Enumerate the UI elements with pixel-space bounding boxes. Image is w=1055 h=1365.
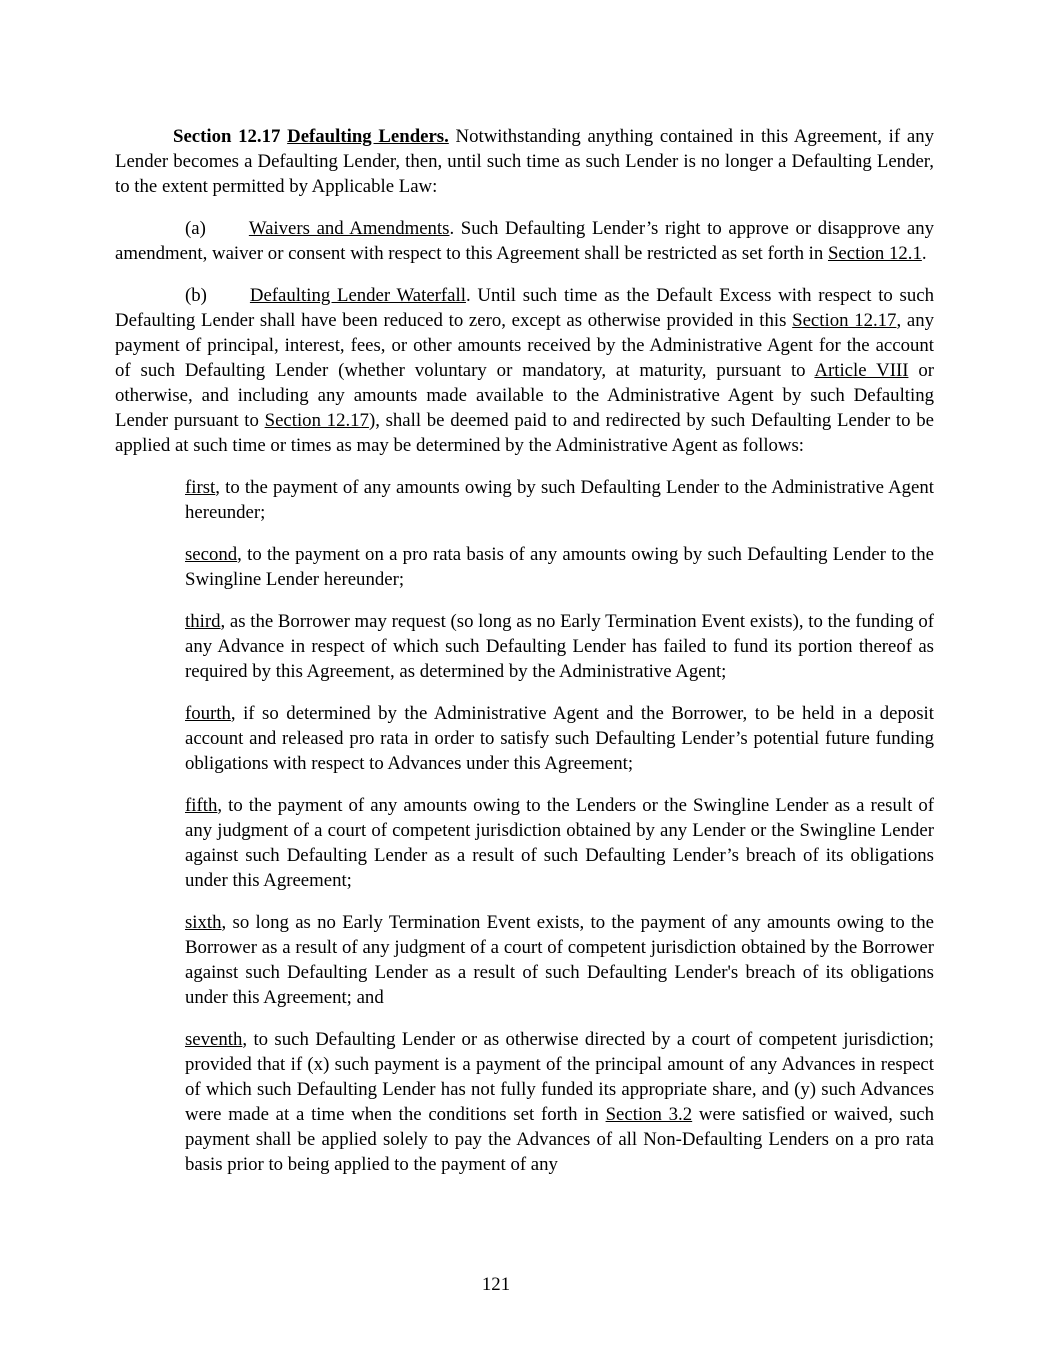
para-a-waivers-and-amendments xyxy=(115,216,934,266)
page-footer xyxy=(0,1272,992,1297)
page-number: 121 xyxy=(481,1274,511,1295)
text-segment: . xyxy=(921,243,927,264)
text-segment: Section 3.2 xyxy=(605,1104,693,1125)
para-section-heading xyxy=(115,124,934,199)
text-segment: fourth xyxy=(185,703,231,724)
text-segment: , if so determined by the Administrative Agent and the Borrower, to be held in a deposit account and released pro rata in order to satisfy such Defaulting Lender’s potential future funding obligations with respect to Advances under this Agreement; xyxy=(185,703,934,774)
list-item-second xyxy=(185,542,934,592)
list-item-first xyxy=(185,475,934,525)
text-segment: second xyxy=(185,544,238,565)
list-item-fourth xyxy=(185,701,934,776)
text-segment: sixth xyxy=(185,912,222,933)
text-segment: , to such Defaulting Lender or as otherwise directed by a court of competent jurisdiction; provided that if (x) such payment is a payment of the principal amount of any Advances in respect of which such Defaulting Lender has not fully funded its appropriate share, and (y) such Advances were made at a time when the conditions set forth in xyxy=(185,1029,934,1125)
text-segment: Section 12.17 xyxy=(792,310,897,331)
document-body xyxy=(115,124,934,1194)
text-segment: . Until such time as the Default Excess with respect to such Defaulting Lender shall have been reduced to zero, except as otherwise provided in this xyxy=(115,285,934,331)
para-b-defaulting-lender-waterfall xyxy=(115,283,934,458)
text-segment: (b) xyxy=(185,285,207,306)
text-segment: seventh xyxy=(185,1029,243,1050)
text-segment: (a) xyxy=(185,218,206,239)
text-segment: Section 12.1 xyxy=(827,243,922,264)
text-segment: third xyxy=(185,611,221,632)
text-segment: , any payment of principal, interest, fees, or other amounts received by the Administrative Agent for the account of such Defaulting Lender (whether voluntary or mandatory, at maturity, pursuant to xyxy=(115,310,934,381)
text-segment: Section 12.17 xyxy=(173,126,288,147)
text-segment: Notwithstanding anything contained in this Agreement, if any Lender becomes a Defaulting Lender, then, until such time as such Lender is no longer a Defaulting Lender, to the extent permitted by Applicable Law: xyxy=(115,126,934,197)
text-segment: , to the payment on a pro rata basis of any amounts owing by such Defaulting Lender to the Swingline Lender hereunder; xyxy=(185,544,934,590)
text-segment: . Such Defaulting Lender’s right to approve or disapprove any amendment, waiver or consent with respect to this Agreement shall be restricted as set forth in xyxy=(115,218,934,264)
text-segment: , to the payment of any amounts owing by such Defaulting Lender to the Administrative Agent hereunder; xyxy=(185,477,934,523)
text-segment: , so long as no Early Termination Event exists, to the payment of any amounts owing to the Borrower as a result of any judgment of a court of competent jurisdiction obtained by the Borrower against such Defaulting Lender as a result of such Defaulting Lender's breach of its obligations under this Agreement; and xyxy=(185,912,934,1008)
text-segment: Defaulting Lenders. xyxy=(287,126,449,147)
text-segment: fifth xyxy=(185,795,218,816)
text-segment: ), shall be deemed paid to and redirected by such Defaulting Lender to be applied at such time or times as may be determined by the Administrative Agent as follows: xyxy=(115,410,934,456)
text-segment: first xyxy=(185,477,216,498)
text-segment: , as the Borrower may request (so long as no Early Termination Event exists), to the funding of any Advance in respect of which such Defaulting Lender has failed to fund its portion thereof as required by this Agreement, as determined by the Administrative Agent; xyxy=(185,611,934,682)
text-segment: were satisfied or waived, such payment shall be applied solely to pay the Advances of all Non-Defaulting Lenders on a pro rata basis prior to being applied to the payment of any xyxy=(185,1104,935,1175)
list-item-seventh xyxy=(185,1027,934,1177)
text-segment: Article VIII xyxy=(814,360,909,381)
text-segment: or otherwise, and including any amounts made available to the Administrative Agent by such Defaulting Lender pursuant to xyxy=(115,360,934,431)
text-segment: , to the payment of any amounts owing to the Lenders or the Swingline Lender as a result of any judgment of a court of competent jurisdiction obtained by any Lender or the Swingline Lender against such Defaulting Lender as a result of such Defaulting Lender’s breach of its obligations under this Agreement; xyxy=(185,795,934,891)
list-item-third xyxy=(185,609,934,684)
text-segment: Section 12.17 xyxy=(264,410,369,431)
list-item-fifth xyxy=(185,793,934,893)
text-segment: Defaulting Lender Waterfall xyxy=(249,285,466,306)
list-item-sixth xyxy=(185,910,934,1010)
text-segment: Waivers and Amendments xyxy=(248,218,450,239)
